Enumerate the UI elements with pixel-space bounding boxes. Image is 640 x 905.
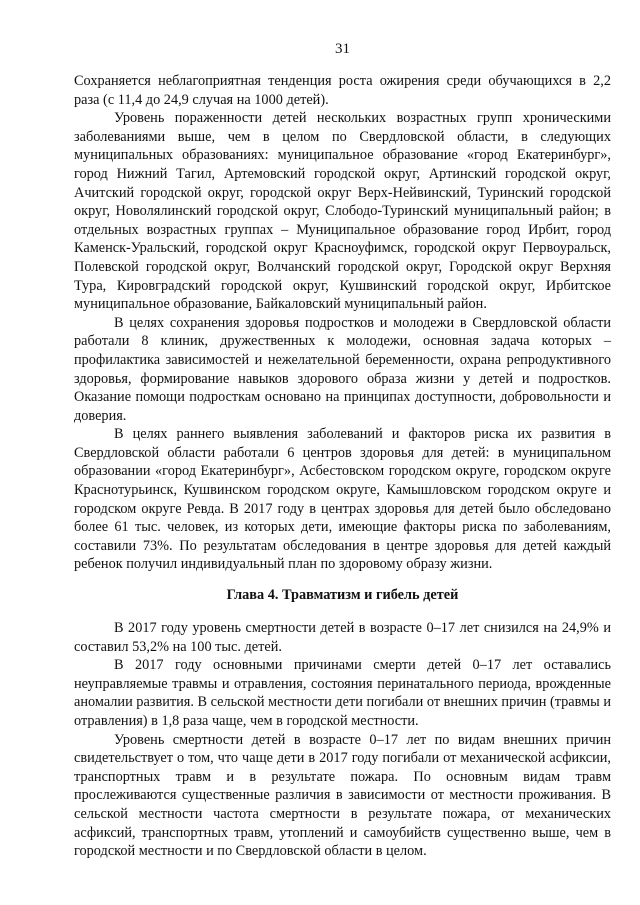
page-number: 31 — [335, 41, 350, 57]
chapter-title: Глава 4. Травматизм и гибель детей — [226, 587, 459, 604]
paragraph-death-causes: В 2017 году основными причинами смерти детей 0–17 лет оставались неуправляемые травмы и отравления, состояния перинатального периода, врожденные аномалии развития. В сельской местности дети погибали от внешних причин (травмы и отравления) в 1,8 раза чаще, чем в городской местности. — [74, 657, 612, 729]
paragraph-chronic-diseases: Уровень пораженности детей нескольких возрастных групп хроническими заболеваниями выше, чем в целом по Свердловской области, в следующих муниципальных образованиях: муниципальное образование «город Екатеринбург», город Нижний Тагил, Артемовский городской округ, Артинский городской округ, Ачитский городской округ, городской округ Верх-Нейвинский, Туринский городской округ, Новолялинский городской округ, Слободо-Туринский муниципальный район; в отдельных возрастных группах – Муниципальное образование город Ирбит, город Каменск-Уральский, городской округ Красноуфимск, городской округ Первоуральск, Полевской городской округ, Волчанский городской округ, Городской округ Верхняя Тура, Кировградский городской округ, Кушвинский городской округ, Ирбитское муниципальное образование, Байкаловский муниципальный район. — [74, 110, 611, 313]
paragraph-external-causes: Уровень смертности детей в возрасте 0–17 лет по видам внешних причин свидетельствует о том, что чаще дети в 2017 году погибали от механической асфиксии, транспортных травм и в результате пожара. По основным видам травм прослеживаются существенные различия в зависимости от местности проживания. В сельской местности частота смертности в результате пожара, от механических асфиксий, транспортных травм, утоплений и самоубийств существенно выше, чем в городской местности и по Свердловской области в целом. — [74, 731, 611, 860]
paragraph-youth-clinics: В целях сохранения здоровья подростков и молодежи в Свердловской области работали 8 клиник, дружественных к молодежи, основная задача которых – профилактика зависимостей и нежелательной беременности, охрана репродуктивного здоровья, формирование навыков здорового образа жизни у детей и подростков. Оказание помощи подросткам основано на принципах доступности, добровольности и доверия. — [74, 314, 611, 424]
paragraph-health-centers: В целях раннего выявления заболеваний и факторов риска их развития в Свердловской области работали 6 центров здоровья для детей: в муниципальном образовании «город Екатеринбург», Асбестовском городском округе, городском округе Краснотурьинск, Кушвинском городском округе, Камышловском городском округе и городском округе Ревда. В 2017 году в центрах здоровья для детей было обследовано более 61 тыс. человек, из которых дети, имеющие факторы риска по заболеваниям, составили 73%. По результатам обследования в центре здоровья для детей каждый ребенок получил индивидуальный план по здоровому образу жизни. — [74, 426, 611, 573]
document-page — [74, 40, 611, 861]
paragraph-obesity-trend: Сохраняется неблагоприятная тенденция роста ожирения среди обучающихся в 2,2 раза (с 11,4 до 24,9 случая на 1000 детей). — [74, 73, 611, 108]
paragraph-mortality-rate: В 2017 году уровень смертности детей в возрасте 0–17 лет снизился на 24,9% и составил 53,2% на 100 тыс. детей. — [74, 620, 611, 655]
